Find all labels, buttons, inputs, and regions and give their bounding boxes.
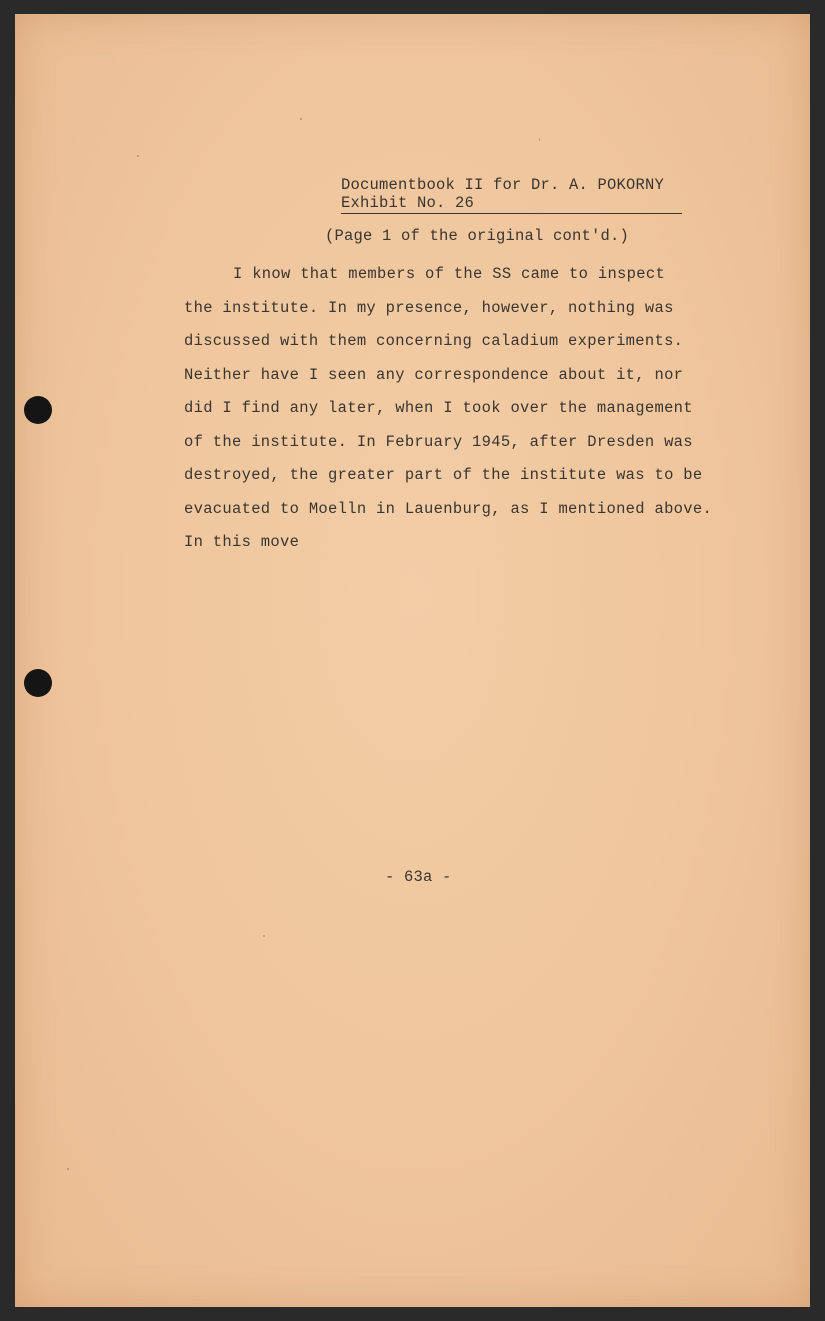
body-line: destroyed, the greater part of the institute was to be — [184, 466, 703, 484]
paper-speck — [137, 155, 139, 157]
page-number: - 63a - — [385, 868, 452, 886]
body-line: discussed with them concerning caladium experiments. — [184, 332, 684, 350]
punch-hole — [24, 669, 52, 697]
body-line: of the institute. In February 1945, after Dresden was — [184, 432, 693, 451]
page-reference: (Page 1 of the original cont'd.) — [325, 227, 630, 245]
body-line: In this move — [184, 533, 300, 551]
body-line: did I find any later, when I took over the management — [184, 399, 693, 417]
body-line: the institute. In my presence, however, nothing was — [184, 298, 674, 317]
body-line: evacuated to Moelln in Lauenburg, as I mentioned above. — [184, 499, 713, 518]
paper-speck — [67, 1168, 69, 1170]
paper-speck — [263, 935, 265, 937]
paper-speck — [539, 138, 540, 141]
exhibit-number: Exhibit No. 26 — [341, 194, 682, 214]
document-page — [15, 14, 810, 1307]
body-text — [184, 258, 744, 560]
body-line: I know that members of the SS came to inspect — [233, 265, 666, 283]
punch-hole — [24, 396, 52, 424]
body-line: Neither have I seen any correspondence about it, nor — [184, 365, 684, 384]
document-header-title: Documentbook II for Dr. A. POKORNY — [341, 176, 665, 194]
paper-speck — [300, 118, 302, 120]
